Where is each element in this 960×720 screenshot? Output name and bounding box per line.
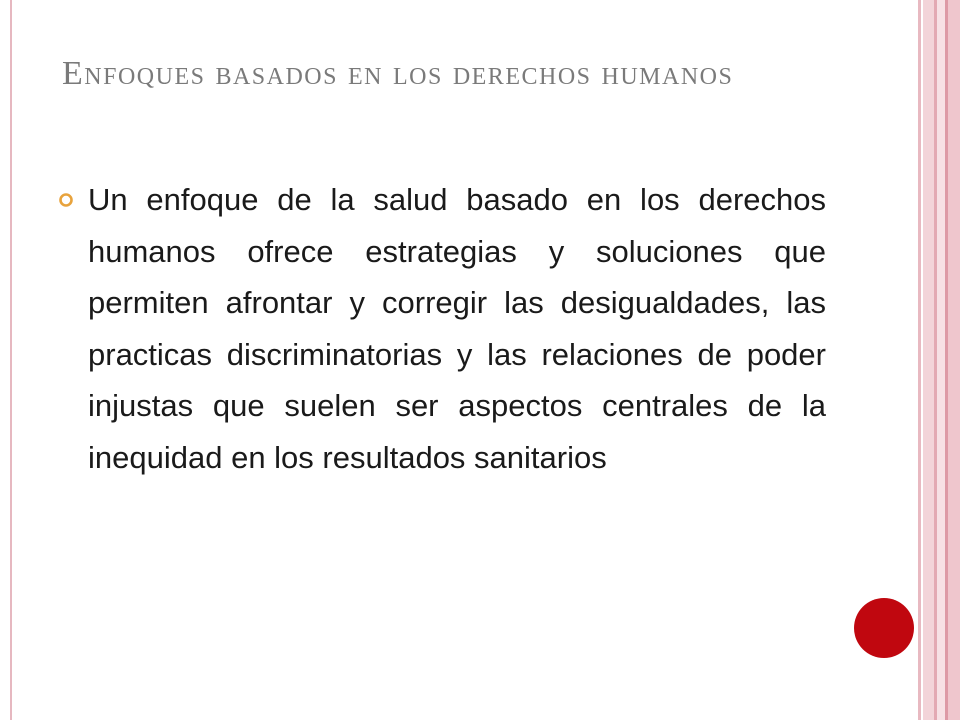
right-border-stripe <box>923 0 934 720</box>
red-circle-icon <box>854 598 914 658</box>
bullet-text: Un enfoque de la salud basado en los derechos humanos ofrece estrategias y soluciones que permiten afrontar y corregir las desigualdades, las practicas discriminatorias y las relaciones de poder injustas que suelen ser aspectos centrales de la inequidad en los resultados sanitarios <box>88 182 826 475</box>
ring-bullet-icon <box>58 192 74 208</box>
bullet-list <box>58 174 826 483</box>
right-border-stripe <box>918 0 921 720</box>
left-border-line <box>10 0 12 720</box>
right-border-stripe <box>948 0 960 720</box>
bullet-item <box>58 174 826 483</box>
slide-title: Enfoques basados en los derechos humanos <box>62 55 734 92</box>
right-border-stripe <box>937 0 945 720</box>
